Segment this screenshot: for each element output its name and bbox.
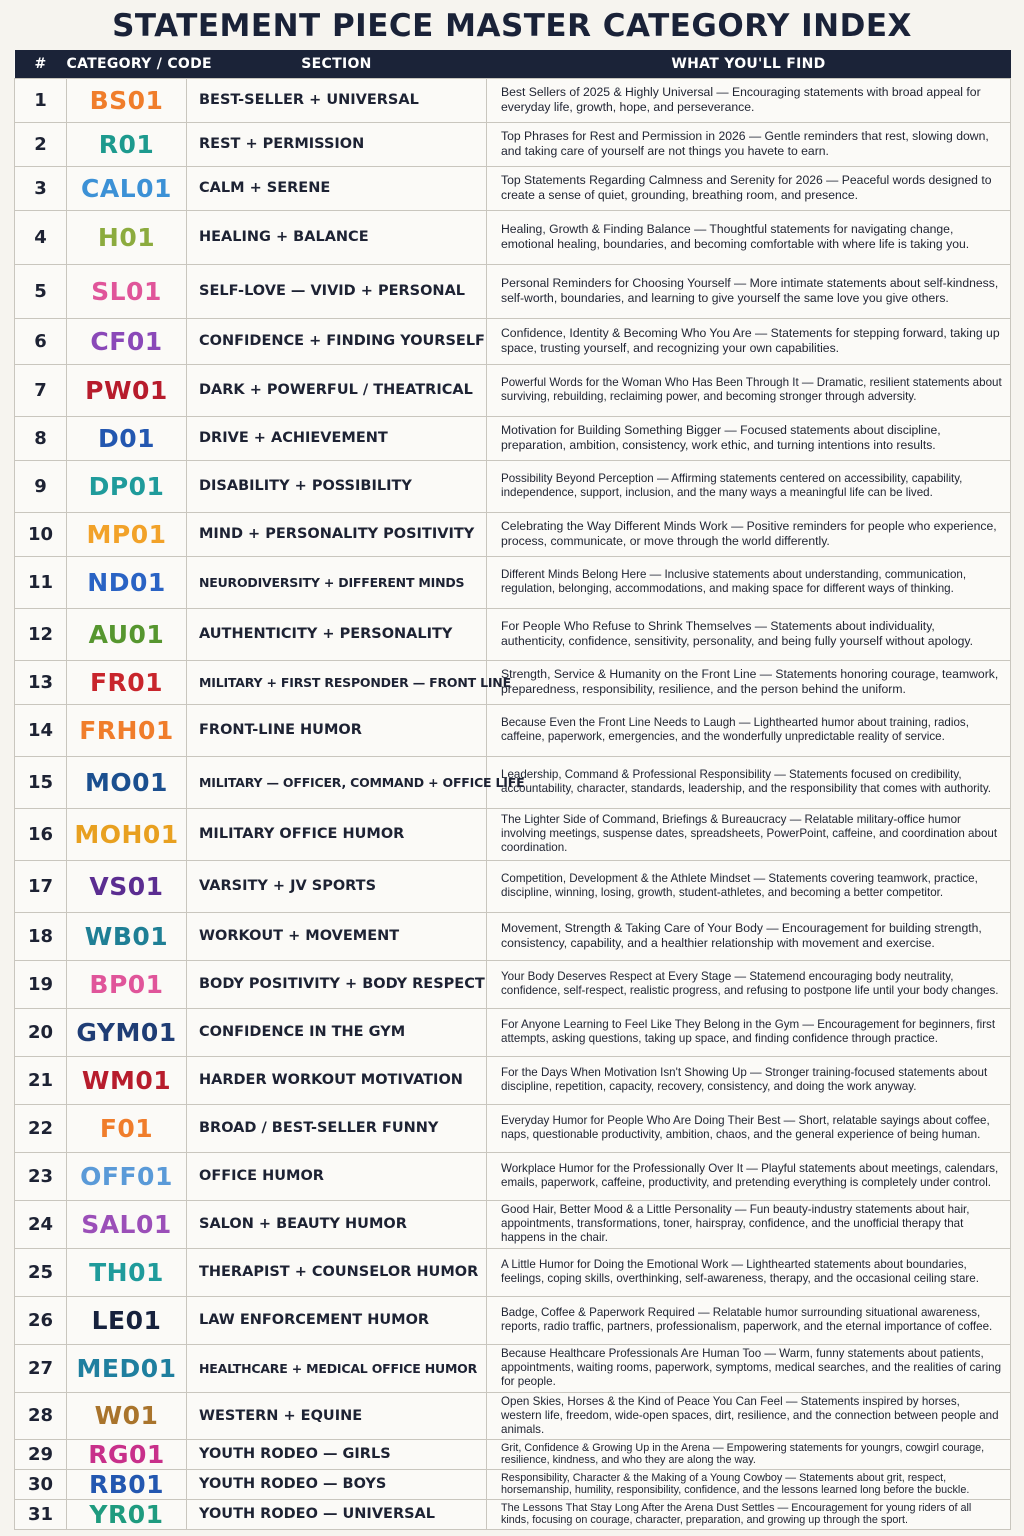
section-name: NEURODIVERSITY + DIFFERENT MINDS xyxy=(187,556,487,608)
row-number: 11 xyxy=(15,556,67,608)
table-row xyxy=(15,460,1011,512)
category-index-table xyxy=(14,50,1011,1530)
row-number: 4 xyxy=(15,210,67,264)
category-code: YR01 xyxy=(67,1499,187,1529)
table-row xyxy=(15,166,1011,210)
row-number: 5 xyxy=(15,264,67,318)
section-name: CONFIDENCE + FINDING YOURSELF xyxy=(187,318,487,364)
section-description: Personal Reminders for Choosing Yourself — More intimate statements about self-kindness, self-worth, boundaries, and learning to give yourself the same love you give others. xyxy=(487,264,1011,318)
table-row xyxy=(15,364,1011,416)
section-name: MILITARY + FIRST RESPONDER — FRONT LINE xyxy=(187,660,487,704)
category-code: MP01 xyxy=(67,512,187,556)
category-code: W01 xyxy=(67,1392,187,1439)
section-description: Healing, Growth & Finding Balance — Thoughtful statements for navigating change, emotional healing, boundaries, and becoming comfortable with where life is taking you. xyxy=(487,210,1011,264)
section-name: VARSITY + JV SPORTS xyxy=(187,860,487,912)
category-code: PW01 xyxy=(67,364,187,416)
row-number: 30 xyxy=(15,1469,67,1499)
table-row xyxy=(15,960,1011,1008)
category-code: SAL01 xyxy=(67,1200,187,1248)
section-name: BEST-SELLER + UNIVERSAL xyxy=(187,78,487,122)
section-name: MILITARY — OFFICER, COMMAND + OFFICE LIFE xyxy=(187,756,487,808)
section-name: SALON + BEAUTY HUMOR xyxy=(187,1200,487,1248)
table-row xyxy=(15,1056,1011,1104)
category-code: TH01 xyxy=(67,1248,187,1296)
category-code: CAL01 xyxy=(67,166,187,210)
section-name: BROAD / BEST-SELLER FUNNY xyxy=(187,1104,487,1152)
row-number: 3 xyxy=(15,166,67,210)
section-name: LAW ENFORCEMENT HUMOR xyxy=(187,1296,487,1344)
section-name: WORKOUT + MOVEMENT xyxy=(187,912,487,960)
category-code: FRH01 xyxy=(67,704,187,756)
section-name: MIND + PERSONALITY POSITIVITY xyxy=(187,512,487,556)
table-row xyxy=(15,1392,1011,1439)
table-row xyxy=(15,210,1011,264)
table-row xyxy=(15,1469,1011,1499)
table-row xyxy=(15,1200,1011,1248)
table-row xyxy=(15,1344,1011,1392)
category-code: BS01 xyxy=(67,78,187,122)
section-description: Different Minds Belong Here — Inclusive statements about understanding, communication, regulation, belonging, accommodations, and making space for different ways of thinking. xyxy=(487,556,1011,608)
row-number: 6 xyxy=(15,318,67,364)
section-description: Because Even the Front Line Needs to Laugh — Lighthearted humor about training, radios, caffeine, paperwork, emergencies, and the wonderfully unpredictable reality of service. xyxy=(487,704,1011,756)
category-code: MED01 xyxy=(67,1344,187,1392)
table-row xyxy=(15,860,1011,912)
table-row xyxy=(15,608,1011,660)
section-name: REST + PERMISSION xyxy=(187,122,487,166)
category-code: VS01 xyxy=(67,860,187,912)
row-number: 13 xyxy=(15,660,67,704)
section-name: DARK + POWERFUL / THEATRICAL xyxy=(187,364,487,416)
row-number: 9 xyxy=(15,460,67,512)
table-row xyxy=(15,122,1011,166)
row-number: 2 xyxy=(15,122,67,166)
row-number: 28 xyxy=(15,1392,67,1439)
table-row xyxy=(15,912,1011,960)
section-description: Everyday Humor for People Who Are Doing Their Best — Short, relatable sayings about coffee, naps, questionable productivity, ambition, chaos, and the general experience of being human. xyxy=(487,1104,1011,1152)
category-code: H01 xyxy=(67,210,187,264)
section-description: Your Body Deserves Respect at Every Stage — Statemend encouraging body neutrality, confidence, self-respect, realistic progress, and refusing to postpone life until your body changes. xyxy=(487,960,1011,1008)
row-number: 15 xyxy=(15,756,67,808)
category-code: RG01 xyxy=(67,1439,187,1469)
category-code: RB01 xyxy=(67,1469,187,1499)
section-name: THERAPIST + COUNSELOR HUMOR xyxy=(187,1248,487,1296)
section-description: Powerful Words for the Woman Who Has Been Through It — Dramatic, resilient statements about surviving, rebuilding, reclaiming power, and becoming stronger through adversity. xyxy=(487,364,1011,416)
section-description: For the Days When Motivation Isn't Showing Up — Stronger training-focused statements about discipline, repetition, capacity, recovery, consistency, and doing the work anyway. xyxy=(487,1056,1011,1104)
category-code: LE01 xyxy=(67,1296,187,1344)
row-number: 26 xyxy=(15,1296,67,1344)
section-description: Because Healthcare Professionals Are Human Too — Warm, funny statements about patients, appointments, waiting rooms, paperwork, symptoms, medical searches, and the realities of caring for people. xyxy=(487,1344,1011,1392)
row-number: 27 xyxy=(15,1344,67,1392)
category-code: MO01 xyxy=(67,756,187,808)
row-number: 1 xyxy=(15,78,67,122)
category-code: F01 xyxy=(67,1104,187,1152)
table-row xyxy=(15,1248,1011,1296)
section-description: Good Hair, Better Mood & a Little Personality — Fun beauty-industry statements about hair, appointments, transformations, toner, hairspray, confidence, and the unofficial therapy that happens in the chair. xyxy=(487,1200,1011,1248)
section-name: MILITARY OFFICE HUMOR xyxy=(187,808,487,860)
header-section: SECTION xyxy=(301,55,372,72)
section-name: YOUTH RODEO — UNIVERSAL xyxy=(187,1499,487,1529)
category-code: MOH01 xyxy=(67,808,187,860)
category-code: ND01 xyxy=(67,556,187,608)
section-description: Grit, Confidence & Growing Up in the Arena — Empowering statements for youngrs, cowgirl courage, resilience, kindness, and who they are along the way. xyxy=(487,1439,1011,1469)
category-code: SL01 xyxy=(67,264,187,318)
row-number: 10 xyxy=(15,512,67,556)
table-row xyxy=(15,556,1011,608)
row-number: 23 xyxy=(15,1152,67,1200)
table-row xyxy=(15,704,1011,756)
section-description: The Lessons That Stay Long After the Arena Dust Settles — Encouragement for young riders of all kinds, focusing on courage, character, preparation, and growing up through the sport. xyxy=(487,1499,1011,1529)
category-code: FR01 xyxy=(67,660,187,704)
row-number: 18 xyxy=(15,912,67,960)
section-description: Workplace Humor for the Professionally Over It — Playful statements about meetings, calendars, emails, paperwork, caffeine, productivity, and pretending everything is completely under control. xyxy=(487,1152,1011,1200)
section-description: Competition, Development & the Athlete Mindset — Statements covering teamwork, practice, discipline, winning, losing, growth, student-athletes, and becoming a better competitor. xyxy=(487,860,1011,912)
section-description: Responsibility, Character & the Making of a Young Cowboy — Statements about grit, respect, horsemanship, humility, responsibility, confidence, and the lessons learned long before the buckle. xyxy=(487,1469,1011,1499)
section-name: FRONT-LINE HUMOR xyxy=(187,704,487,756)
row-number: 19 xyxy=(15,960,67,1008)
page-title: STATEMENT PIECE MASTER CATEGORY INDEX xyxy=(112,8,912,44)
section-name: YOUTH RODEO — GIRLS xyxy=(187,1439,487,1469)
row-number: 25 xyxy=(15,1248,67,1296)
category-code: WM01 xyxy=(67,1056,187,1104)
section-description: Confidence, Identity & Becoming Who You Are — Statements for stepping forward, taking up space, trusting yourself, and recognizing your own capabilities. xyxy=(487,318,1011,364)
section-name: SELF-LOVE — VIVID + PERSONAL xyxy=(187,264,487,318)
section-description: Top Statements Regarding Calmness and Serenity for 2026 — Peaceful words designed to create a sense of quiet, grounding, breathing room, and presence. xyxy=(487,166,1011,210)
table-row xyxy=(15,416,1011,460)
section-name: BODY POSITIVITY + BODY RESPECT xyxy=(187,960,487,1008)
section-description: Possibility Beyond Perception — Affirming statements centered on accessibility, capability, independence, support, inclusion, and the many ways a meaningful life can be lived. xyxy=(487,460,1011,512)
section-name: OFFICE HUMOR xyxy=(187,1152,487,1200)
row-number: 20 xyxy=(15,1008,67,1056)
section-description: Best Sellers of 2025 & Highly Universal — Encouraging statements with broad appeal for everyday life, growth, hope, and perseverance. xyxy=(487,78,1011,122)
category-code: GYM01 xyxy=(67,1008,187,1056)
table-row xyxy=(15,808,1011,860)
section-name: HEALTHCARE + MEDICAL OFFICE HUMOR xyxy=(187,1344,487,1392)
section-name: DISABILITY + POSSIBILITY xyxy=(187,460,487,512)
row-number: 21 xyxy=(15,1056,67,1104)
table-row xyxy=(15,1439,1011,1469)
row-number: 31 xyxy=(15,1499,67,1529)
section-description: Leadership, Command & Professional Responsibility — Statements focused on credibility, accountability, character, standards, leadership, and the responsibility that comes with authority. xyxy=(487,756,1011,808)
category-code: CF01 xyxy=(67,318,187,364)
section-description: Strength, Service & Humanity on the Front Line — Statements honoring courage, teamwork, preparedness, responsibility, resilience, and the person behind the uniform. xyxy=(487,660,1011,704)
category-code: D01 xyxy=(67,416,187,460)
table-row xyxy=(15,1152,1011,1200)
section-name: WESTERN + EQUINE xyxy=(187,1392,487,1439)
row-number: 7 xyxy=(15,364,67,416)
section-name: CONFIDENCE IN THE GYM xyxy=(187,1008,487,1056)
row-number: 14 xyxy=(15,704,67,756)
section-description: Movement, Strength & Taking Care of Your Body — Encouragement for building strength, consistency, capability, and a healthier relationship with movement and exercise. xyxy=(487,912,1011,960)
section-name: DRIVE + ACHIEVEMENT xyxy=(187,416,487,460)
header-category-code: CATEGORY / CODE xyxy=(66,55,212,72)
category-code: DP01 xyxy=(67,460,187,512)
category-code: WB01 xyxy=(67,912,187,960)
row-number: 22 xyxy=(15,1104,67,1152)
table-row xyxy=(15,756,1011,808)
table-row xyxy=(15,512,1011,556)
table-row xyxy=(15,78,1011,122)
section-description: The Lighter Side of Command, Briefings & Bureaucracy — Relatable military-office humor involving meetings, suspense dates, spreadsheets, PowerPoint, caffeine, and coordination about coordination. xyxy=(487,808,1011,860)
table-row xyxy=(15,318,1011,364)
section-description: Open Skies, Horses & the Kind of Peace You Can Feel — Statements inspired by horses, western life, freedom, wide-open spaces, dirt, resilience, and the connection between people and animals. xyxy=(487,1392,1011,1439)
table-header-row xyxy=(15,50,1011,78)
section-description: Badge, Coffee & Paperwork Required — Relatable humor surrounding situational awareness, reports, radio traffic, partners, professionalism, paperwork, and the eternal importance of coffee. xyxy=(487,1296,1011,1344)
table-row xyxy=(15,1296,1011,1344)
row-number: 8 xyxy=(15,416,67,460)
header-number: # xyxy=(34,55,47,72)
section-description: For People Who Refuse to Shrink Themselves — Statements about individuality, authenticity, confidence, sensitivity, personality, and being fully yourself without apology. xyxy=(487,608,1011,660)
section-name: HARDER WORKOUT MOTIVATION xyxy=(187,1056,487,1104)
table-row xyxy=(15,660,1011,704)
section-name: AUTHENTICITY + PERSONALITY xyxy=(187,608,487,660)
category-code: OFF01 xyxy=(67,1152,187,1200)
section-description: Celebrating the Way Different Minds Work — Positive reminders for people who experience, process, communicate, or move through the world differently. xyxy=(487,512,1011,556)
section-name: HEALING + BALANCE xyxy=(187,210,487,264)
section-name: CALM + SERENE xyxy=(187,166,487,210)
category-code: AU01 xyxy=(67,608,187,660)
table-row xyxy=(15,264,1011,318)
row-number: 29 xyxy=(15,1439,67,1469)
table-row xyxy=(15,1008,1011,1056)
section-description: For Anyone Learning to Feel Like They Belong in the Gym — Encouragement for beginners, first attempts, asking questions, taking up space, and finding confidence through practice. xyxy=(487,1008,1011,1056)
row-number: 17 xyxy=(15,860,67,912)
category-code: BP01 xyxy=(67,960,187,1008)
header-what-youll-find: WHAT YOU'LL FIND xyxy=(671,55,826,72)
table-row xyxy=(15,1499,1011,1529)
row-number: 16 xyxy=(15,808,67,860)
section-description: A Little Humor for Doing the Emotional Work — Lighthearted statements about boundaries, feelings, coping skills, overthinking, self-awareness, therapy, and the occasional ceiling stare. xyxy=(487,1248,1011,1296)
section-description: Top Phrases for Rest and Permission in 2026 — Gentle reminders that rest, slowing down, and taking care of yourself are not things you havete to earn. xyxy=(487,122,1011,166)
row-number: 12 xyxy=(15,608,67,660)
section-name: YOUTH RODEO — BOYS xyxy=(187,1469,487,1499)
table-row xyxy=(15,1104,1011,1152)
row-number: 24 xyxy=(15,1200,67,1248)
section-description: Motivation for Building Something Bigger — Focused statements about discipline, preparation, ambition, consistency, work ethic, and turning intentions into results. xyxy=(487,416,1011,460)
category-code: R01 xyxy=(67,122,187,166)
